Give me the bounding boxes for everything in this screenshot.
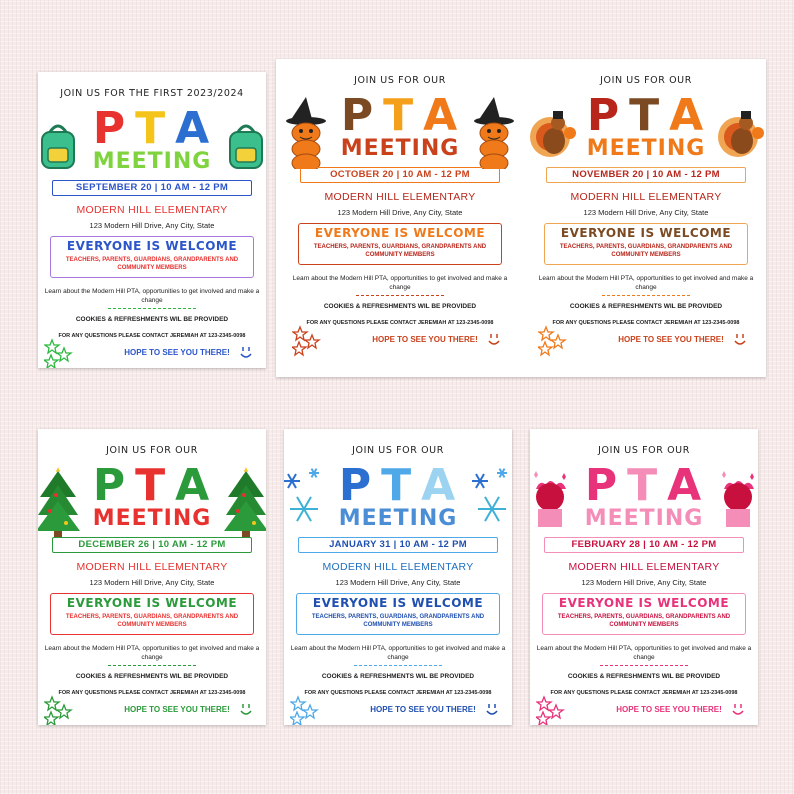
attendees-text: TEACHERS, PARENTS, GUARDIANS, GRANDPARENTS AND COMMUNITY MEMBERS: [557, 614, 731, 628]
smiley-doodle-icon: [732, 331, 748, 347]
smiley-doodle-icon: [238, 701, 254, 717]
divider: [354, 665, 442, 666]
flyer-poster-thanksgiving: [522, 59, 766, 377]
welcome-title: EVERYONE IS WELCOME: [66, 596, 238, 610]
hope-text: HOPE TO SEE YOU THERE!: [370, 705, 476, 714]
pta-letter: P: [340, 90, 376, 141]
welcome-title: EVERYONE IS WELCOME: [66, 239, 238, 253]
date-time: FEBRUARY 28 | 10 AM - 12 PM: [544, 537, 744, 553]
divider: [356, 295, 444, 296]
school-address: 123 Modern Hill Drive, Any City, State: [583, 208, 709, 217]
date-time: DECEMBER 26 | 10 AM - 12 PM: [52, 537, 252, 553]
welcome-title: EVERYONE IS WELCOME: [558, 596, 730, 610]
attendees-text: TEACHERS, PARENTS, GUARDIANS, GRANDPARENTS AND COMMUNITY MEMBERS: [65, 614, 239, 628]
hope-text: HOPE TO SEE YOU THERE!: [124, 348, 230, 357]
pta-letter: P: [92, 103, 128, 154]
school-name: MODERN HILL ELEMENTARY: [322, 561, 474, 573]
pta-letter: A: [669, 90, 706, 141]
welcome-title: EVERYONE IS WELCOME: [314, 226, 486, 240]
date-time: OCTOBER 20 | 10 AM - 12 PM: [300, 167, 500, 183]
pta-letter: P: [584, 460, 620, 511]
contact-text: FOR ANY QUESTIONS PLEASE CONTACT JEREMIAH AT 123-2345-0098: [58, 690, 246, 696]
flyer-poster-back-to-school: [38, 72, 266, 368]
welcome-box: [298, 223, 502, 265]
star-doodle-icon: [292, 325, 322, 357]
cookies-text: COOKIES & REFRESHMENTS WIL BE PROVIDED: [567, 673, 721, 680]
smiley-doodle-icon: [238, 344, 254, 360]
school-address: 123 Modern Hill Drive, Any City, State: [89, 578, 215, 587]
attendees-text: TEACHERS, PARENTS, GUARDIANS, GRANDPARENTS AND COMMUNITY MEMBERS: [65, 257, 239, 271]
star-doodle-icon: [290, 695, 320, 725]
flyer-poster-winter: [284, 429, 512, 725]
pta-title: [522, 90, 766, 141]
learn-text: Learn about the Modern Hill PTA, opportunities to get involved and make a change: [538, 275, 754, 291]
star-doodle-icon: [44, 338, 74, 368]
school-name: MODERN HILL ELEMENTARY: [324, 191, 476, 203]
date-time: JANUARY 31 | 10 AM - 12 PM: [298, 537, 498, 553]
flyer-december: [38, 429, 266, 725]
meeting-title: MEETING: [340, 136, 460, 161]
pta-letter: A: [421, 460, 458, 511]
hope-text: HOPE TO SEE YOU THERE!: [618, 335, 724, 344]
divider: [602, 295, 690, 296]
contact-text: FOR ANY QUESTIONS PLEASE CONTACT JEREMIAH AT 123-2345-0098: [552, 320, 740, 326]
pta-letter: T: [135, 103, 168, 154]
meeting-title: MEETING: [586, 136, 706, 161]
pta-letter: A: [175, 103, 212, 154]
school-address: 123 Modern Hill Drive, Any City, State: [335, 578, 461, 587]
flyer-february: [530, 429, 758, 725]
star-doodle-icon: [536, 695, 566, 725]
cookies-text: COOKIES & REFRESHMENTS WIL BE PROVIDED: [323, 303, 477, 310]
school-name: MODERN HILL ELEMENTARY: [568, 561, 720, 573]
attendees-text: TEACHERS, PARENTS, GUARDIANS, GRANDPARENTS AND COMMUNITY MEMBERS: [313, 244, 487, 258]
school-address: 123 Modern Hill Drive, Any City, State: [337, 208, 463, 217]
flyer-poster-halloween: [276, 59, 524, 377]
hope-text: HOPE TO SEE YOU THERE!: [124, 705, 230, 714]
learn-text: Learn about the Modern Hill PTA, opportunities to get involved and make a change: [292, 275, 508, 291]
cookies-text: COOKIES & REFRESHMENTS WIL BE PROVIDED: [569, 303, 723, 310]
flyer-header: JOIN US FOR THE FIRST 2023/2024: [60, 88, 244, 99]
welcome-box: [50, 593, 254, 635]
pta-letter: T: [627, 460, 660, 511]
divider: [108, 665, 196, 666]
date-time: NOVEMBER 20 | 10 AM - 12 PM: [546, 167, 746, 183]
pta-letter: A: [667, 460, 704, 511]
learn-text: Learn about the Modern Hill PTA, opportunities to get involved and make a change: [44, 645, 260, 661]
school-name: MODERN HILL ELEMENTARY: [570, 191, 722, 203]
flyer-header: JOIN US FOR OUR: [598, 445, 690, 456]
learn-text: Learn about the Modern Hill PTA, opportunities to get involved and make a change: [536, 645, 752, 661]
meeting-title: MEETING: [338, 506, 458, 531]
smiley-doodle-icon: [484, 701, 500, 717]
star-doodle-icon: [538, 325, 568, 357]
flyer-header: JOIN US FOR OUR: [106, 445, 198, 456]
pta-letter: T: [381, 460, 414, 511]
pta-letter: P: [338, 460, 374, 511]
pta-letter: T: [629, 90, 662, 141]
school-name: MODERN HILL ELEMENTARY: [76, 561, 228, 573]
flyer-poster-valentines: [530, 429, 758, 725]
pta-title: [38, 460, 266, 511]
pta-letter: A: [423, 90, 460, 141]
pta-letter: P: [92, 460, 128, 511]
flyer-september: [38, 72, 266, 368]
contact-text: FOR ANY QUESTIONS PLEASE CONTACT JEREMIAH AT 123-2345-0098: [306, 320, 494, 326]
flyer-poster-christmas: [38, 429, 266, 725]
smiley-doodle-icon: [486, 331, 502, 347]
meeting-title: MEETING: [92, 506, 212, 531]
welcome-title: EVERYONE IS WELCOME: [312, 596, 484, 610]
pta-letter: A: [175, 460, 212, 511]
star-doodle-icon: [44, 695, 74, 725]
pta-title: [284, 460, 512, 511]
pta-title: [38, 103, 266, 154]
pta-letter: T: [135, 460, 168, 511]
contact-text: FOR ANY QUESTIONS PLEASE CONTACT JEREMIAH AT 123-2345-0098: [58, 333, 246, 339]
cookies-text: COOKIES & REFRESHMENTS WIL BE PROVIDED: [75, 673, 229, 680]
meeting-title: MEETING: [92, 149, 212, 174]
pta-letter: P: [586, 90, 622, 141]
date-time: SEPTEMBER 20 | 10 AM - 12 PM: [52, 180, 252, 196]
welcome-box: [296, 593, 500, 635]
learn-text: Learn about the Modern Hill PTA, opportunities to get involved and make a change: [44, 288, 260, 304]
flyer-header: JOIN US FOR OUR: [352, 445, 444, 456]
contact-text: FOR ANY QUESTIONS PLEASE CONTACT JEREMIAH AT 123-2345-0098: [304, 690, 492, 696]
learn-text: Learn about the Modern Hill PTA, opportunities to get involved and make a change: [290, 645, 506, 661]
attendees-text: TEACHERS, PARENTS, GUARDIANS, GRANDPARENTS AND COMMUNITY MEMBERS: [311, 614, 485, 628]
school-address: 123 Modern Hill Drive, Any City, State: [89, 221, 215, 230]
cookies-text: COOKIES & REFRESHMENTS WIL BE PROVIDED: [75, 316, 229, 323]
welcome-box: [50, 236, 254, 278]
attendees-text: TEACHERS, PARENTS, GUARDIANS, GRANDPARENTS AND COMMUNITY MEMBERS: [559, 244, 733, 258]
hope-text: HOPE TO SEE YOU THERE!: [616, 705, 722, 714]
school-address: 123 Modern Hill Drive, Any City, State: [581, 578, 707, 587]
smiley-doodle-icon: [730, 701, 746, 717]
flyer-header: JOIN US FOR OUR: [600, 75, 692, 86]
flyer-header: JOIN US FOR OUR: [354, 75, 446, 86]
hope-text: HOPE TO SEE YOU THERE!: [372, 335, 478, 344]
welcome-box: [542, 593, 746, 635]
meeting-title: MEETING: [584, 506, 704, 531]
school-name: MODERN HILL ELEMENTARY: [76, 204, 228, 216]
flyer-october-november-sheet: [276, 59, 766, 377]
contact-text: FOR ANY QUESTIONS PLEASE CONTACT JEREMIAH AT 123-2345-0098: [550, 690, 738, 696]
divider: [600, 665, 688, 666]
welcome-title: EVERYONE IS WELCOME: [560, 226, 732, 240]
pta-letter: T: [383, 90, 416, 141]
cookies-text: COOKIES & REFRESHMENTS WIL BE PROVIDED: [321, 673, 475, 680]
pta-title: [530, 460, 758, 511]
divider: [108, 308, 196, 309]
flyer-january: [284, 429, 512, 725]
welcome-box: [544, 223, 748, 265]
pta-title: [276, 90, 524, 141]
